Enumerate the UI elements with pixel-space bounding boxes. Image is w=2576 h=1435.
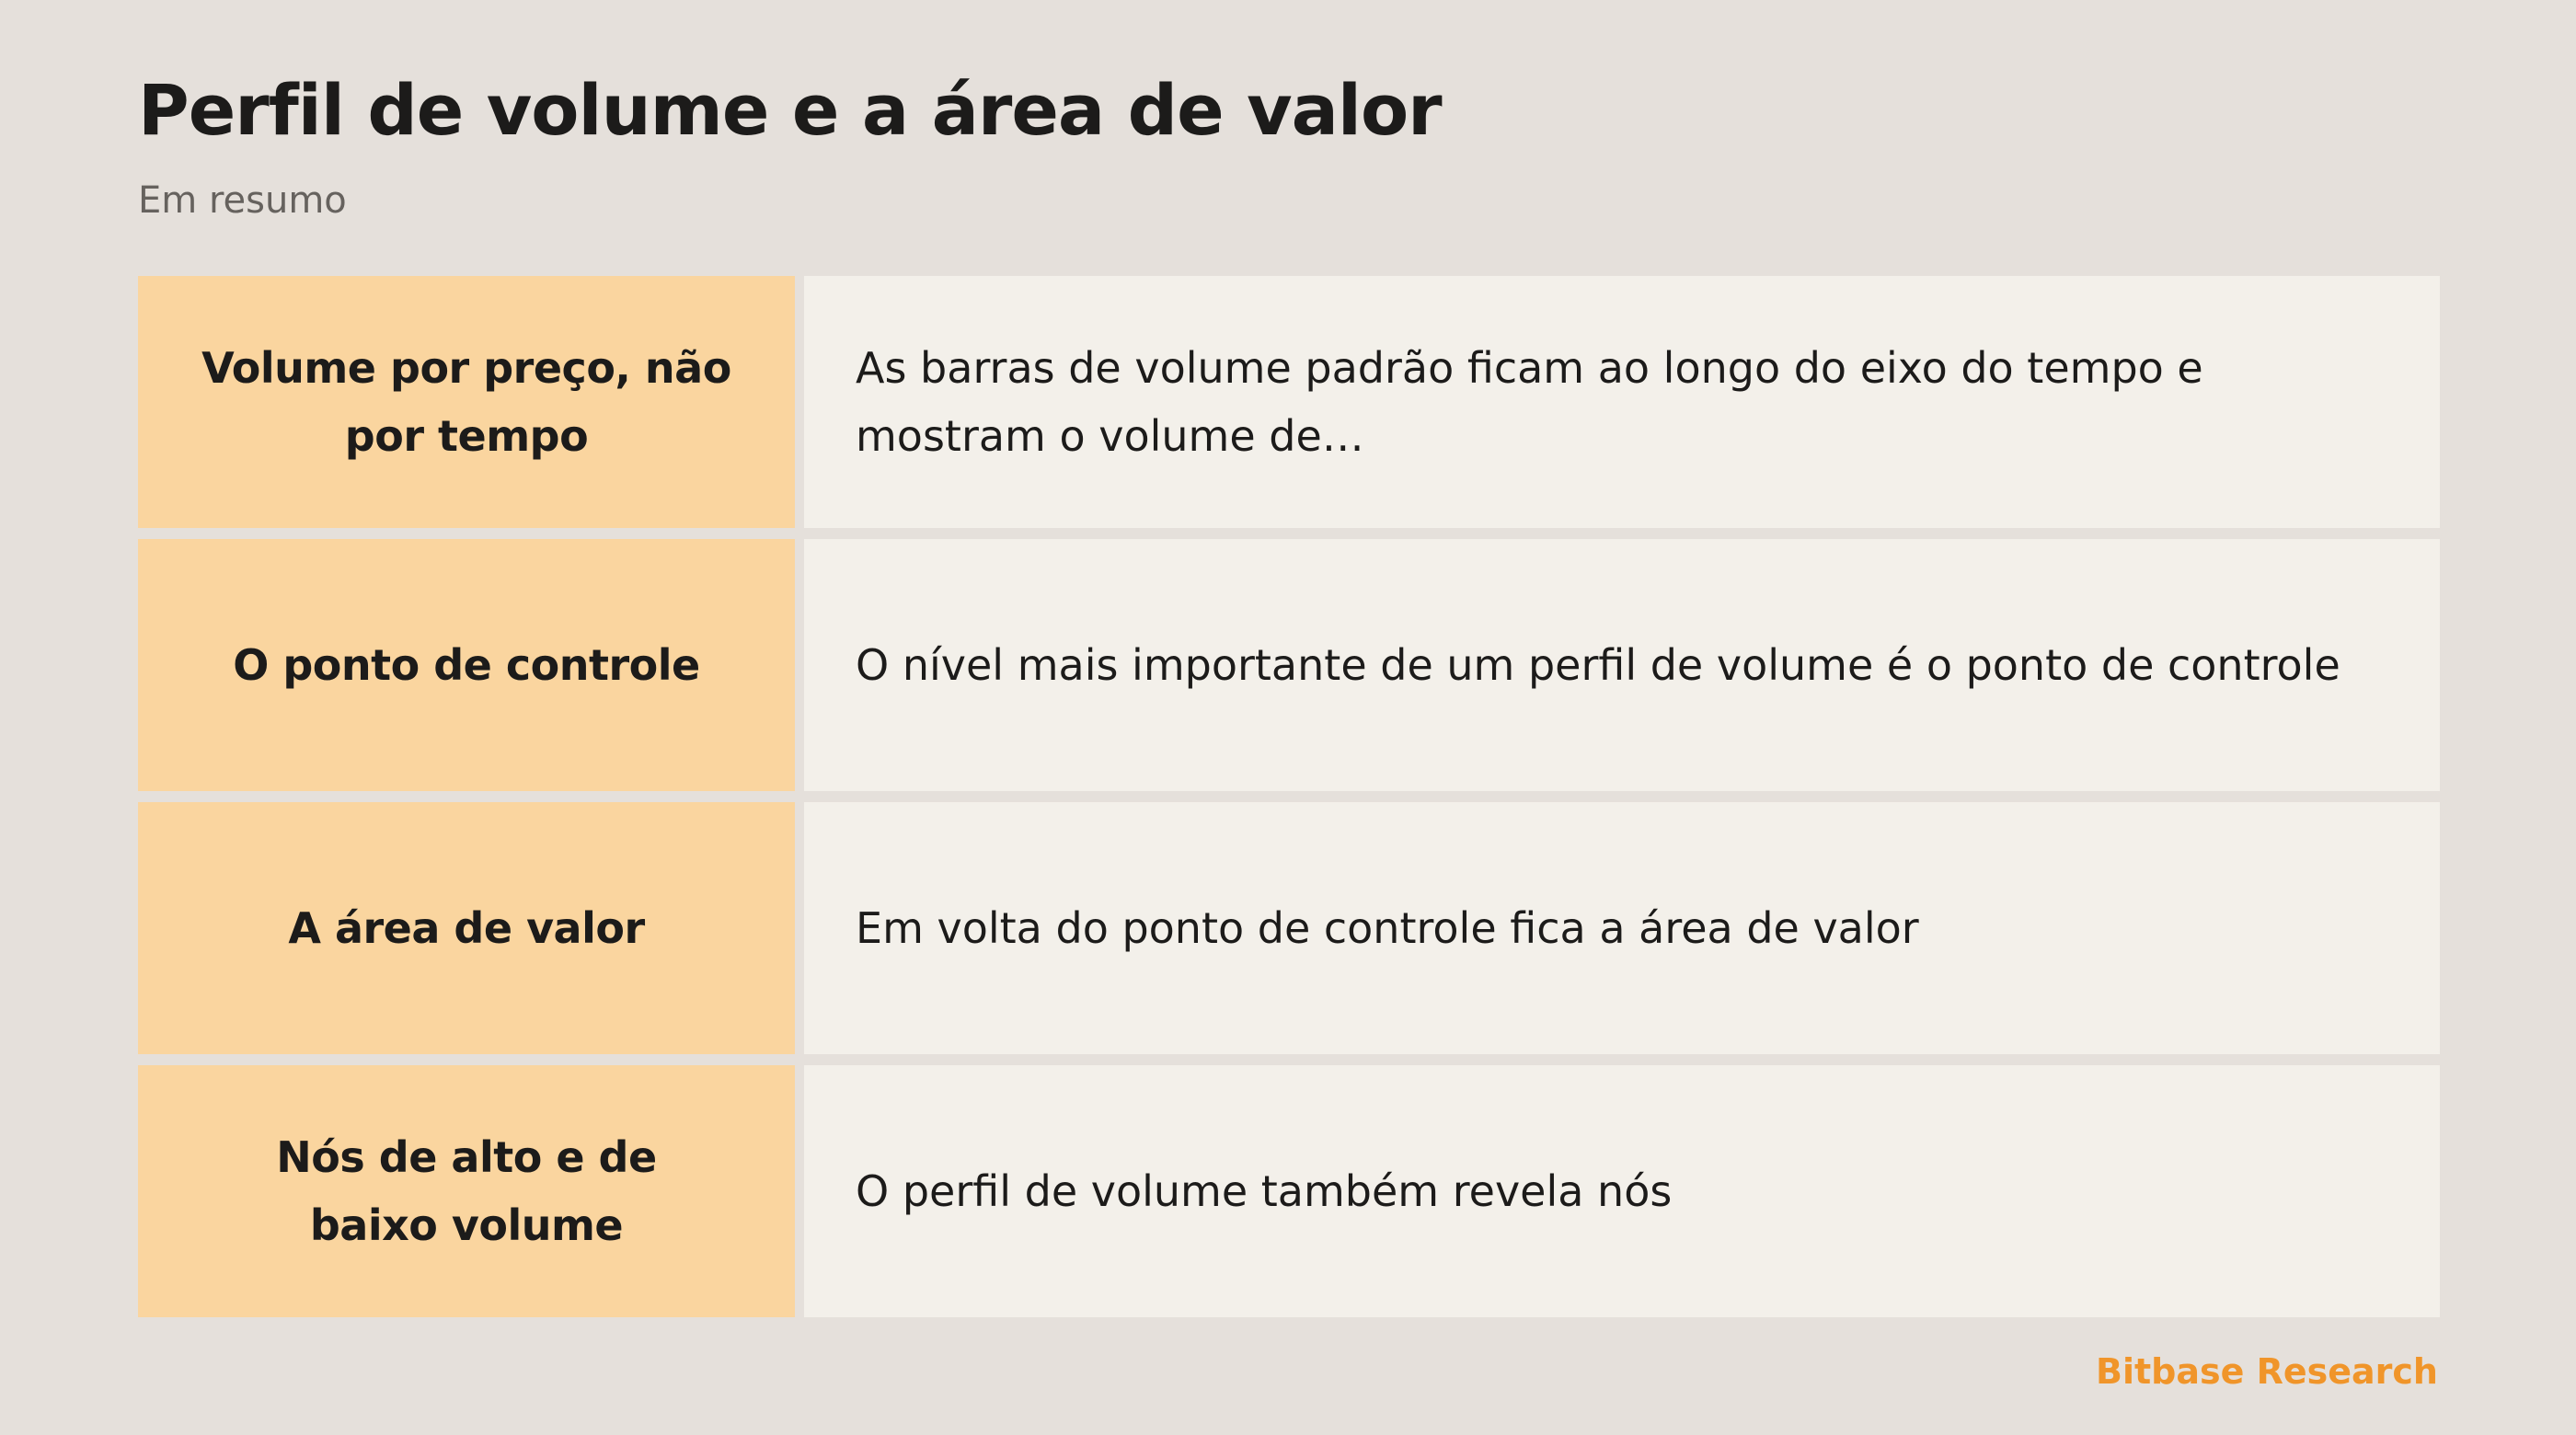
summary-row — [138, 802, 2440, 1054]
summary-table — [138, 276, 2440, 1317]
row-description-cell — [804, 1065, 2440, 1317]
row-label-cell — [138, 1065, 795, 1317]
row-description-cell — [804, 802, 2440, 1054]
row-label-cell — [138, 539, 795, 791]
summary-row — [138, 276, 2440, 528]
page-title: Perfil de volume e a área de valor — [138, 69, 1442, 151]
row-label: O ponto de controle — [233, 640, 700, 690]
summary-row — [138, 1065, 2440, 1317]
row-label: Nós de alto e de baixo volume — [276, 1132, 657, 1250]
row-label-cell — [138, 802, 795, 1054]
brand-footer: Bitbase Research — [2095, 1351, 2438, 1392]
row-description: As barras de volume padrão ficam ao longo do eixo do tempo e mostram o volume de… — [856, 343, 2203, 461]
row-label-cell — [138, 276, 795, 528]
row-label: Volume por preço, não por tempo — [201, 343, 731, 461]
row-description-cell — [804, 276, 2440, 528]
row-description: O nível mais importante de um perfil de volume é o ponto de controle — [856, 640, 2340, 690]
row-description-cell — [804, 539, 2440, 791]
row-label: A área de valor — [288, 903, 645, 953]
row-description: Em volta do ponto de controle fica a área de valor — [856, 903, 1919, 953]
row-description: O perfil de volume também revela nós — [856, 1166, 1673, 1216]
summary-row — [138, 539, 2440, 791]
page-subtitle: Em resumo — [138, 179, 347, 222]
